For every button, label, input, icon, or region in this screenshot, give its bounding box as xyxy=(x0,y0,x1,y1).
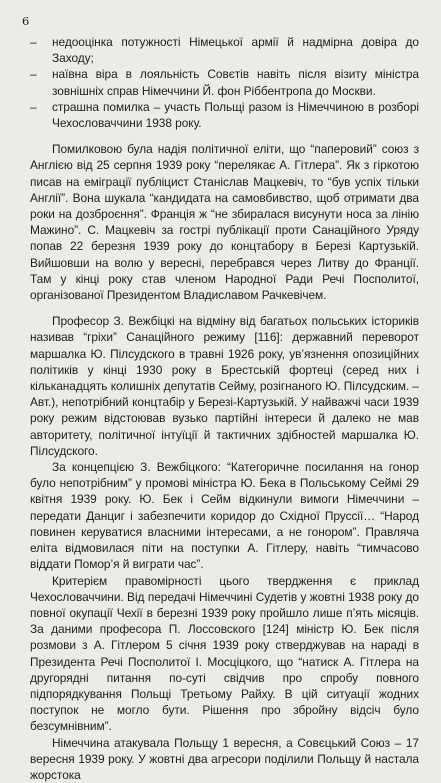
list-item: – наївна віра в лояльність Совєтів навіть після візиту міністра зовнішніх справ Німеччини Й. фон Ріббентропа до Москви. xyxy=(30,66,419,98)
paragraph: Німеччина атакувала Польщу 1 вересня, а Совєцький Союз – 17 вересня 1939 року. У жовтні два агресори поділили Польщу й настала жорстока xyxy=(30,735,419,782)
paragraph: За концепцією З. Вежбіцкого: “Категоричне посилання на гонор було непотрібним” у промові міністра Ю. Бека в Польському Сеймі 29 квітня 1939 року. Ю. Бек і Сейм відкинули вимоги Німеччини – передати Данциг і забезпечити коридор до Східної Пруссії… “Народ повинен керуватися власними інтересами, а не гонором”. Правляча еліта відмовилася піти на поступки А. Гітлеру, навіть “тимчасово віддати Помор’я й виграти час”. xyxy=(30,460,419,572)
paragraph: Помилковою була надія політичної еліти, що “паперовий” союз з Англією від 25 серпня 1939 року “перелякає А. Гітлера”. Як з гіркотою писав на еміграції публіцист Станіслав Мацкевіч, то “був успіх тільки Англії”. Вона шукала “кандидата на самовбивство, щоб отримати два роки на дозброєння”. Франція ж “не збиралася висунути носа за лінію Мажино”. С. Мацкевіч за гострі публікації проти Санаційного Уряду попав 22 березня 1939 року до концтабору в Березі Картузькій. Вийшовши на волю у вересні, перебрався через Литву до Франції. Там у кінці року став членом Народної Ради Речі Посполитої, організованої Президентом Владиславом Рачкевічем. xyxy=(30,142,419,303)
paragraph: Професор З. Вежбіцкі на відміну від багатьох польських істориків називав “гріхи” Санаційного режиму [116]: державний переворот маршалка Ю. Пілсудского в травні 1926 року, ув’язнення опозиційних політиків у кінці 1930 року в Брестській фортеці (серед них і кільканадцять колишніх депутатів Сейму, розігнаного Ю. Пілсудским. – Авт.), непотрібний концтабір у Березі-Картузькій. У найважчі часи 1939 року режим відстоював вузько партійні інтереси й далеко не мав авторитету, політичної інтуїції й тактичних здібностей маршалка Ю. Пілсудского. xyxy=(30,314,419,458)
list-item: – недооцінка потужності Німецької армії й надмірна довіра до Заходу; xyxy=(30,34,419,66)
list-item: – страшна помилка – участь Польщі разом із Німеччиною в розборі Чехословаччини 1938 року. xyxy=(30,99,419,131)
paragraph: Критерієм правомірності цього твердження є приклад Чехословаччини. Від передачі Німеччині Судетів у жовтні 1938 року до повної окупації Чехії в березні 1939 року пройшло лише п’ять місяців. За даними професора П. Лоссовского [124] міністр Ю. Бек після розмови з А. Гітлером 5 січня 1939 року стверджував на нараді в Президента Речі Посполитої І. Мосціцкого, що “натиск А. Гітлера на другорядні питання по-суті свідчив про спробу повного підпорядкування Польщі Третьому Райху. В цій ситуації жодних поступок не могло бути. Рішення про збройну відсіч було безсумнівним”. xyxy=(30,573,419,734)
spacer xyxy=(30,131,419,141)
page-body xyxy=(30,34,419,783)
page-number: 6 xyxy=(22,14,30,28)
spacer xyxy=(30,303,419,313)
